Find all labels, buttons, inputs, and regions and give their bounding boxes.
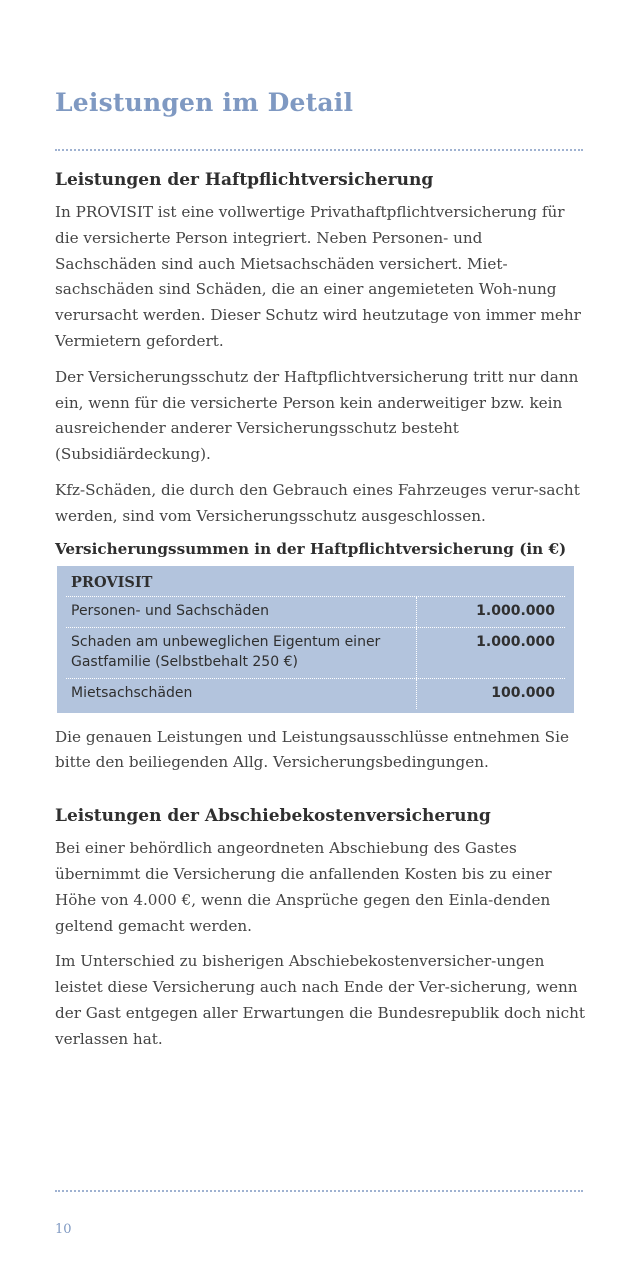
table-row	[66, 597, 565, 628]
row-label: Personen- und Sachschäden	[66, 597, 417, 627]
row-amount: 1.000.000	[476, 633, 555, 650]
paragraph: Kfz-Schäden, die durch den Gebrauch eines Fahrzeuges verur-sacht werden, sind vom Versicherungsschutz ausgeschlossen.	[55, 480, 580, 525]
paragraph: Im Unterschied zu bisherigen Abschiebekostenversicher-ungen leistet diese Versicherung auch nach Ende der Ver-sicherung, wenn der Gast entgegen aller Erwartungen die Bundesrepublik doch nicht verlassen hat.	[55, 952, 585, 1048]
paragraph: Die genauen Leistungen und Leistungsausschlüsse entnehmen Sie bitte den beiliegenden Allg. Versicherungsbedingungen.	[55, 727, 569, 772]
row-amount: 100.000	[491, 684, 555, 701]
row-label: Schaden am unbeweglichen Eigentum einer Gastfamilie (Selbstbehalt 250 €)	[66, 628, 417, 678]
table-header: PROVISIT	[66, 572, 565, 597]
section-heading-abschiebekosten: Leistungen der Abschiebekostenversicherung	[55, 806, 491, 827]
spacer	[55, 786, 585, 806]
page-number: 10	[55, 1222, 72, 1237]
bottom-divider	[55, 1190, 583, 1192]
top-divider	[55, 149, 583, 151]
paragraph: Der Versicherungsschutz der Haftpflichtversicherung tritt nur dann ein, wenn für die versicherte Person kein anderweitiger bzw. kein ausreichender anderer Versicherungsschutz besteht (Subsidiärdeckung).	[55, 367, 579, 464]
table-row	[66, 679, 565, 709]
main-content	[55, 170, 585, 1063]
paragraph: In PROVISIT ist eine vollwertige Privathaftpflichtversicherung für die versicherte Person integriert. Neben Personen- und Sachschäden sind auch Mietsachschäden versichert. Miet-sachschäden sind Schäden, die an einer angemieteten Woh-nung verursacht werden. Dieser Schutz wird heutzutage von immer mehr Vermietern gefordert.	[55, 203, 581, 350]
table-caption: Versicherungssummen in der Haftpflichtversicherung (in €)	[55, 539, 567, 558]
row-amount: 1.000.000	[476, 602, 555, 619]
paragraph: Bei einer behördlich angeordneten Abschiebung des Gastes übernimmt die Versicherung die anfallenden Kosten bis zu einer Höhe von 4.000 €, wenn die Ansprüche gegen den Einla-denden geltend gemacht werden.	[55, 839, 552, 935]
table-row	[66, 628, 565, 679]
page-title: Leistungen im Detail	[55, 88, 354, 117]
row-label: Mietsachschäden	[66, 679, 417, 709]
coverage-table	[57, 566, 574, 713]
section-heading-haftpflicht: Leistungen der Haftpflichtversicherung	[55, 170, 434, 190]
